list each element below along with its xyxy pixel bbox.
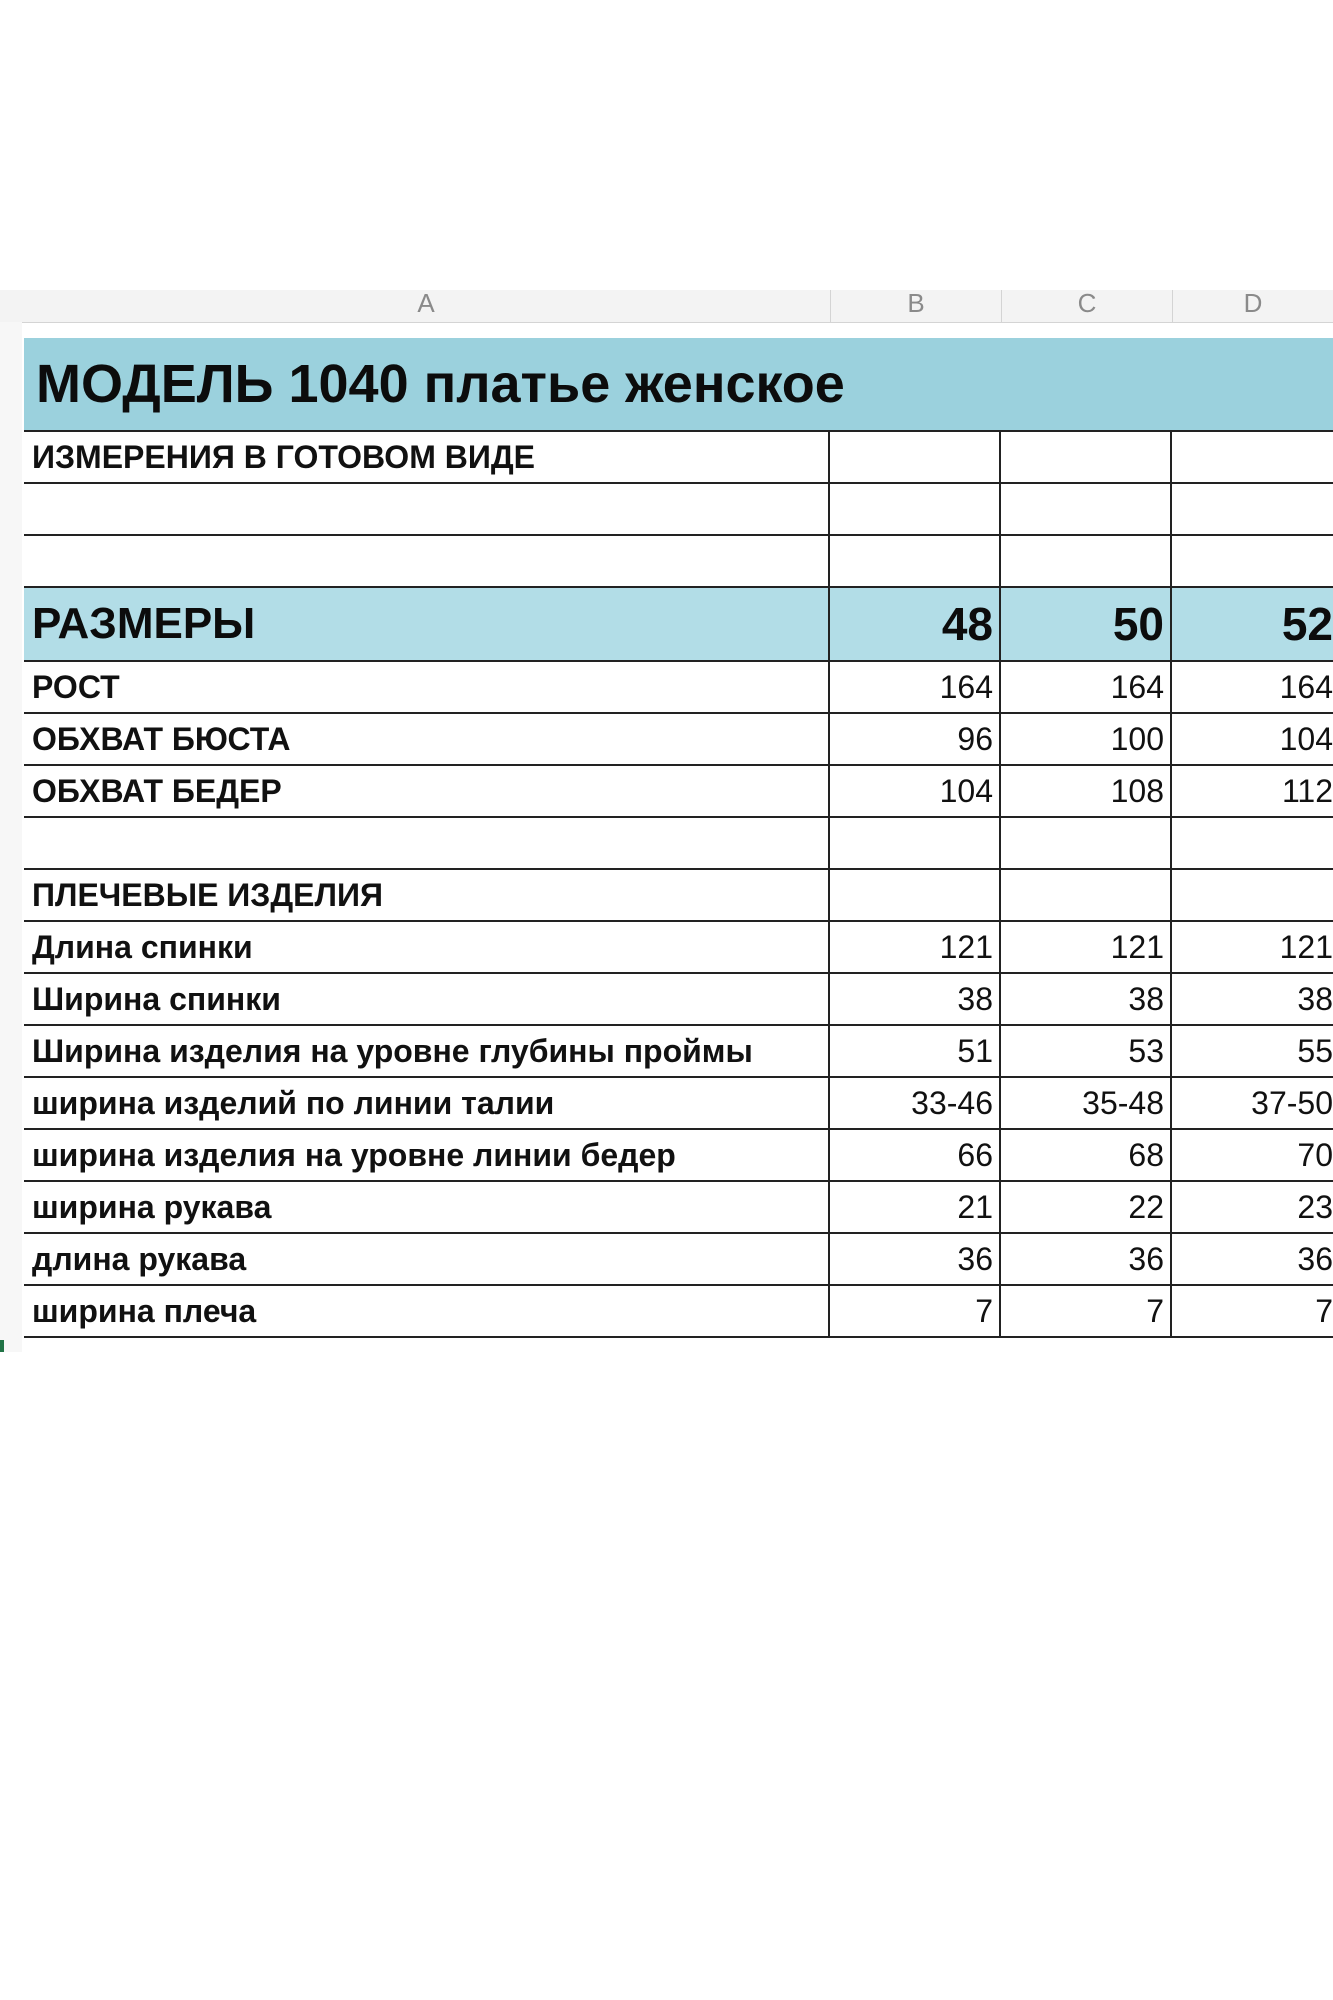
row-value: 108 [1110, 772, 1164, 809]
value-cell[interactable] [1172, 1286, 1333, 1336]
size-cell-50[interactable] [1001, 588, 1172, 660]
cell-a[interactable] [24, 484, 830, 534]
cell-a[interactable] [24, 536, 830, 586]
section-row [24, 870, 1333, 922]
row-label: ширина изделия на уровне линии бедер [32, 1136, 676, 1173]
value-cell[interactable] [1001, 766, 1172, 816]
value-cell[interactable] [1172, 662, 1333, 712]
row-value: 7 [975, 1292, 993, 1329]
size-value: 50 [1112, 598, 1164, 650]
value-cell[interactable] [830, 974, 1001, 1024]
row-value: 22 [1128, 1188, 1164, 1225]
value-cell[interactable] [830, 1026, 1001, 1076]
sizes-label-cell[interactable] [24, 588, 830, 660]
size-cell-48[interactable] [830, 588, 1001, 660]
table-row [24, 974, 1333, 1026]
size-value: 48 [941, 598, 993, 650]
value-cell[interactable] [830, 1182, 1001, 1232]
row-value: 38 [1297, 980, 1333, 1017]
size-cell-52[interactable] [1172, 588, 1333, 660]
value-cell[interactable] [1172, 1078, 1333, 1128]
row-value: 121 [939, 928, 993, 965]
row-label-cell[interactable] [24, 974, 830, 1024]
value-cell[interactable] [830, 1130, 1001, 1180]
value-cell[interactable] [1172, 766, 1333, 816]
value-cell[interactable] [1172, 1026, 1333, 1076]
section-label: ПЛЕЧЕВЫЕ ИЗДЕЛИЯ [32, 876, 383, 913]
row-value: 36 [1297, 1240, 1333, 1277]
table-title: МОДЕЛЬ 1040 платье женское [36, 354, 845, 414]
column-header-d[interactable]: D [1243, 290, 1263, 318]
value-cell[interactable] [1172, 1182, 1333, 1232]
value-cell[interactable] [1001, 1182, 1172, 1232]
sizes-label: РАЗМЕРЫ [32, 599, 256, 648]
column-header-a[interactable]: A [22, 290, 831, 322]
value-cell[interactable] [1001, 1286, 1172, 1336]
selection-marker [0, 1340, 4, 1352]
subtitle-text: ИЗМЕРЕНИЯ В ГОТОВОМ ВИДЕ [32, 438, 535, 475]
table-row [24, 714, 1333, 766]
table-row [24, 662, 1333, 714]
value-cell[interactable] [1172, 922, 1333, 972]
subtitle-row [24, 432, 1333, 484]
cell-a[interactable] [24, 818, 830, 868]
row-label: ширина рукава [32, 1188, 272, 1225]
row-value: 164 [1110, 668, 1164, 705]
cell-c[interactable] [1001, 432, 1172, 482]
row-value: 7 [1146, 1292, 1164, 1329]
row-label-cell[interactable] [24, 922, 830, 972]
table-row [24, 1182, 1333, 1234]
cell-b[interactable] [830, 432, 1001, 482]
row-value: 23 [1297, 1188, 1333, 1225]
row-value: 36 [957, 1240, 993, 1277]
value-cell[interactable] [830, 1286, 1001, 1336]
value-cell[interactable] [1001, 974, 1172, 1024]
row-value: 100 [1110, 720, 1164, 757]
column-header-b[interactable]: B [831, 290, 1002, 322]
row-label-cell[interactable] [24, 1182, 830, 1232]
value-cell[interactable] [1001, 1130, 1172, 1180]
value-cell[interactable] [1172, 1234, 1333, 1284]
row-label-cell[interactable] [24, 1078, 830, 1128]
cell-d[interactable] [1172, 818, 1333, 868]
row-label: Ширина спинки [32, 980, 281, 1017]
row-label: длина рукава [32, 1240, 247, 1277]
column-header-bar [0, 290, 1333, 323]
cell-b[interactable] [830, 536, 1001, 586]
table-row [24, 1078, 1333, 1130]
value-cell[interactable] [830, 1078, 1001, 1128]
value-cell[interactable] [830, 922, 1001, 972]
row-label-cell[interactable] [24, 766, 830, 816]
subtitle-cell[interactable] [24, 432, 830, 482]
row-label: Ширина изделия на уровне глубины проймы [32, 1032, 753, 1069]
table-row [24, 1286, 1333, 1338]
row-label-cell[interactable] [24, 1286, 830, 1336]
value-cell[interactable] [830, 766, 1001, 816]
row-value: 33-46 [911, 1084, 993, 1121]
value-cell[interactable] [1001, 714, 1172, 764]
row-label: ОБХВАТ БЮСТА [32, 720, 291, 757]
table-row [24, 1234, 1333, 1286]
row-value: 112 [1281, 772, 1333, 809]
row-value: 104 [939, 772, 993, 809]
cell-c[interactable] [1001, 536, 1172, 586]
row-value: 104 [1279, 720, 1333, 757]
spreadsheet [0, 290, 1333, 1352]
measurement-table [24, 338, 1333, 1338]
row-label: ширина плеча [32, 1292, 257, 1329]
row-value: 66 [957, 1136, 993, 1173]
section-label-cell[interactable] [24, 870, 830, 920]
row-value: 53 [1128, 1032, 1164, 1069]
table-row [24, 766, 1333, 818]
row-value: 68 [1128, 1136, 1164, 1173]
table-row [24, 1130, 1333, 1182]
cell-d[interactable] [1172, 536, 1333, 586]
row-label: РОСТ [32, 668, 120, 705]
value-cell[interactable] [830, 1234, 1001, 1284]
cell-c[interactable] [1001, 870, 1172, 920]
value-cell[interactable] [1172, 974, 1333, 1024]
row-value: 21 [957, 1188, 993, 1225]
value-cell[interactable] [1001, 1026, 1172, 1076]
cell-d[interactable] [1172, 870, 1333, 920]
row-value: 121 [1279, 928, 1333, 965]
title-cell[interactable] [24, 338, 1333, 430]
table-row [24, 1026, 1333, 1078]
empty-row [24, 484, 1333, 536]
row-value: 37-50 [1251, 1084, 1333, 1121]
row-value: 38 [1128, 980, 1164, 1017]
value-cell[interactable] [1001, 662, 1172, 712]
row-label-cell[interactable] [24, 1026, 830, 1076]
empty-row [24, 536, 1333, 588]
row-value: 38 [957, 980, 993, 1017]
size-value: 52 [1281, 598, 1333, 650]
row-value: 51 [957, 1032, 993, 1069]
cell-d[interactable] [1172, 484, 1333, 534]
cell-b[interactable] [830, 484, 1001, 534]
row-label-cell[interactable] [24, 1130, 830, 1180]
row-value: 7 [1315, 1292, 1333, 1329]
row-value: 70 [1297, 1136, 1333, 1173]
row-value: 35-48 [1082, 1084, 1164, 1121]
value-cell[interactable] [1001, 922, 1172, 972]
value-cell[interactable] [1172, 714, 1333, 764]
value-cell[interactable] [1172, 1130, 1333, 1180]
value-cell[interactable] [830, 662, 1001, 712]
value-cell[interactable] [1001, 1078, 1172, 1128]
row-label-cell[interactable] [24, 714, 830, 764]
row-label: ОБХВАТ БЕДЕР [32, 772, 282, 809]
title-row [24, 338, 1333, 432]
cell-c[interactable] [1001, 818, 1172, 868]
row-value: 164 [939, 668, 993, 705]
row-value: 55 [1297, 1032, 1333, 1069]
row-value: 164 [1279, 668, 1333, 705]
empty-row [24, 818, 1333, 870]
column-header-c[interactable]: C [1002, 290, 1173, 322]
row-value: 121 [1110, 928, 1164, 965]
row-label: ширина изделий по линии талии [32, 1084, 555, 1121]
row-value: 36 [1128, 1240, 1164, 1277]
cell-b[interactable] [830, 818, 1001, 868]
cell-d[interactable] [1172, 432, 1333, 482]
cell-b[interactable] [830, 870, 1001, 920]
row-value: 96 [957, 720, 993, 757]
cell-c[interactable] [1001, 484, 1172, 534]
table-row [24, 922, 1333, 974]
row-label: Длина спинки [32, 928, 253, 965]
row-label-cell[interactable] [24, 662, 830, 712]
row-header-gutter [0, 322, 22, 1352]
value-cell[interactable] [830, 714, 1001, 764]
sizes-row [24, 588, 1333, 662]
row-label-cell[interactable] [24, 1234, 830, 1284]
value-cell[interactable] [1001, 1234, 1172, 1284]
